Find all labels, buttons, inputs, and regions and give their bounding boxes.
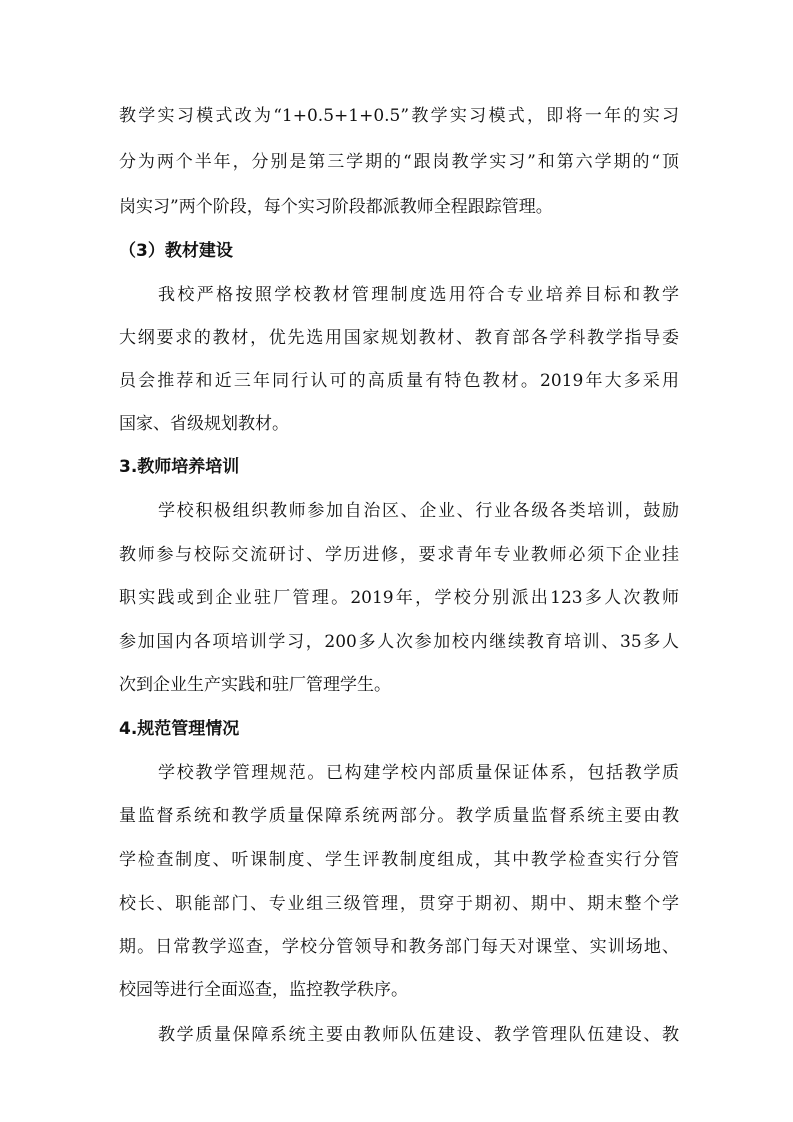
paragraph-line: 员会推荐和近三年同行认可的高质量有特色教材。2019年大多采用 <box>119 371 679 391</box>
section-heading-training: 3.教师培养培训 <box>119 457 240 477</box>
paragraph-line: 岗实习”两个阶段，每个实习阶段都派教师全程跟踪管理。 <box>119 197 553 217</box>
paragraph-line: 教学实习模式改为“1+0.5+1+0.5”教学实习模式，即将一年的实习 <box>119 106 679 126</box>
section-heading-management: 4.规范管理情况 <box>119 719 240 739</box>
paragraph-line: 校长、职能部门、专业组三级管理，贯穿于期初、期中、期末整个学 <box>119 894 679 914</box>
paragraph-line: 校园等进行全面巡查，监控教学秩序。 <box>119 980 408 1000</box>
paragraph-line: 次到企业生产实践和驻厂管理学生。 <box>119 675 391 695</box>
section-heading-textbook: （3）教材建设 <box>119 241 233 261</box>
paragraph-line: 学检查制度、听课制度、学生评教制度组成，其中教学检查实行分管 <box>119 850 679 870</box>
paragraph-line: 大纲要求的教材，优先选用国家规划教材、教育部各学科教学指导委 <box>119 328 679 348</box>
paragraph-line: 教师参与校际交流研讨、学历进修，要求青年专业教师必须下企业挂 <box>119 545 679 565</box>
paragraph-line: 量监督系统和教学质量保障系统两部分。教学质量监督系统主要由教 <box>119 806 679 826</box>
paragraph-line: 学校教学管理规范。已构建学校内部质量保证体系，包括教学质 <box>158 763 679 783</box>
paragraph-line: 参加国内各项培训学习，200多人次参加校内继续教育培训、35多人 <box>119 632 679 652</box>
paragraph-line: 我校严格按照学校教材管理制度选用符合专业培养目标和教学 <box>158 285 679 305</box>
paragraph-line: 职实践或到企业驻厂管理。2019年，学校分别派出123多人次教师 <box>119 588 679 608</box>
paragraph-line: 学校积极组织教师参加自治区、企业、行业各级各类培训，鼓励 <box>158 501 679 521</box>
paragraph-line: 国家、省级规划教材。 <box>119 414 289 434</box>
paragraph-line: 分为两个半年，分别是第三学期的“跟岗教学实习”和第六学期的“顶 <box>119 152 679 172</box>
paragraph-line: 教学质量保障系统主要由教师队伍建设、教学管理队伍建设、教 <box>158 1025 679 1045</box>
paragraph-line: 期。日常教学巡查，学校分管领导和教务部门每天对课堂、实训场地、 <box>119 937 679 957</box>
